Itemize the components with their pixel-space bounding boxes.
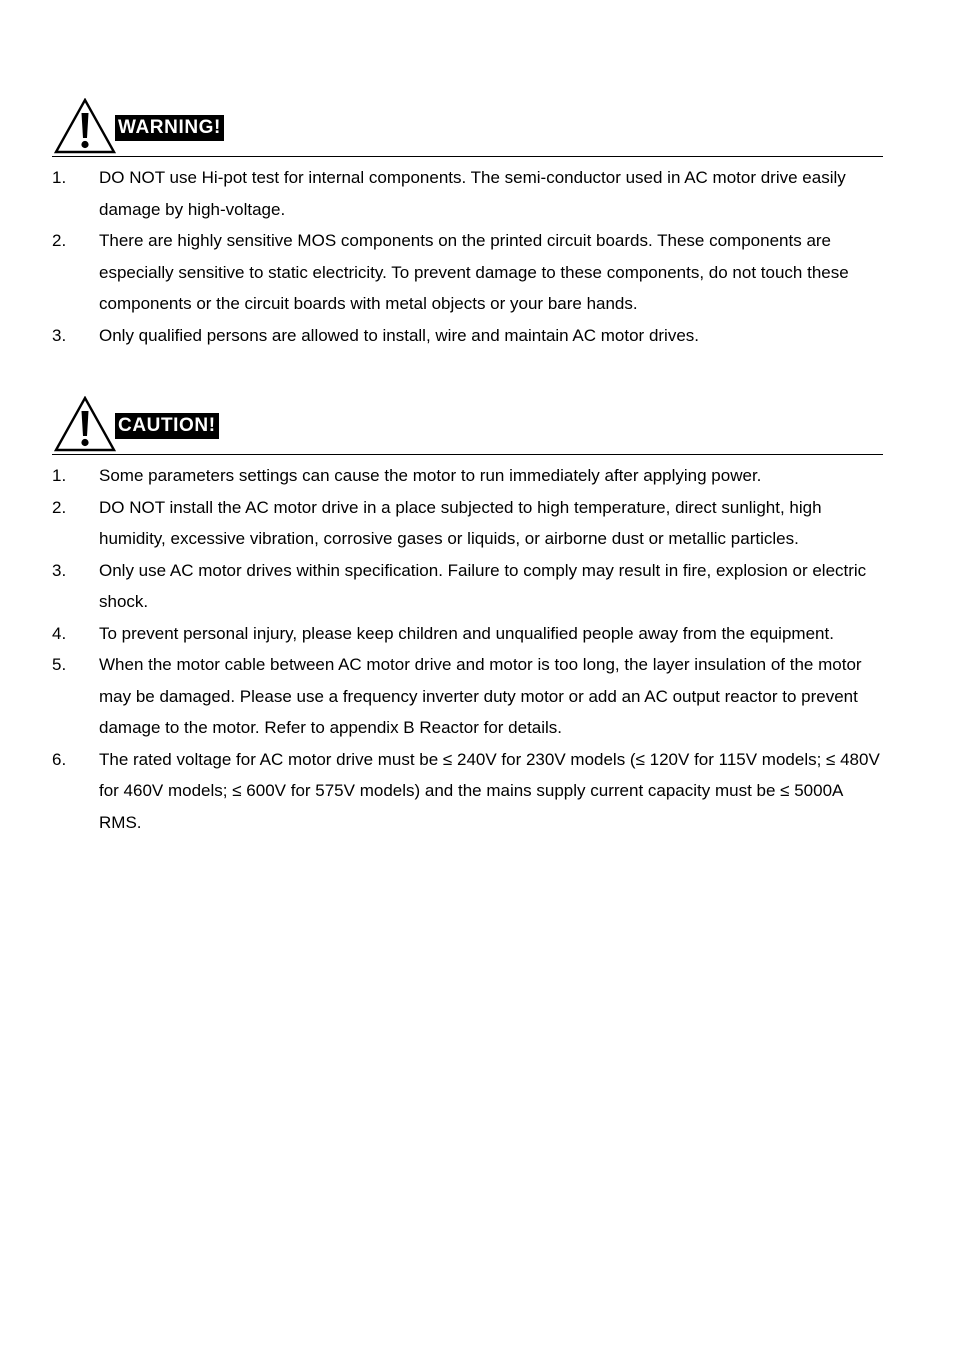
- item-text: DO NOT install the AC motor drive in a place subjected to high temperature, direct sunlight, high humidity, excessive vibration, corrosive gases or liquids, or airborne dust or metallic particles.: [99, 497, 822, 548]
- item-text: There are highly sensitive MOS components on the printed circuit boards. These components are especially sensitive to static electricity. To prevent damage to these components, do not touch these components or the circuit boards with metal objects or your bare hands.: [99, 231, 849, 313]
- item-text: When the motor cable between AC motor drive and motor is too long, the layer insulation of the motor may be damaged. Please use a frequency inverter duty motor or add an AC output reactor to prevent damage to the motor. Refer to appendix B Reactor for details.: [99, 655, 862, 737]
- item-number: 4.: [52, 623, 67, 643]
- item-number: 6.: [52, 749, 67, 769]
- warning-section: [52, 98, 883, 351]
- caution-section: [52, 396, 883, 838]
- item-number: 2.: [52, 497, 67, 517]
- list-item: [52, 492, 883, 555]
- item-number: 3.: [52, 560, 67, 580]
- list-item: [52, 744, 883, 839]
- list-item: [52, 555, 883, 618]
- warning-list: [52, 162, 883, 351]
- caution-label: CAUTION!: [115, 413, 219, 439]
- list-item: [52, 162, 883, 225]
- item-text: The rated voltage for AC motor drive must be ≤ 240V for 230V models (≤ 120V for 115V models; ≤ 480V for 460V models; ≤ 600V for 575V models) and the mains supply current capacity must be ≤ 5000A RMS.: [99, 749, 880, 832]
- list-item: [52, 618, 883, 650]
- warning-triangle-icon: [54, 98, 116, 156]
- warning-header: [52, 98, 883, 156]
- warning-triangle-icon: [54, 396, 116, 454]
- caution-list: [52, 460, 883, 838]
- item-number: 1.: [52, 466, 67, 485]
- item-number: 2.: [52, 231, 67, 250]
- list-item: [52, 649, 883, 744]
- warning-label: WARNING!: [115, 115, 224, 141]
- warning-divider: [52, 156, 883, 157]
- list-item: [52, 320, 883, 352]
- item-text: Some parameters settings can cause the motor to run immediately after applying power.: [99, 466, 762, 485]
- caution-header: [52, 396, 883, 454]
- item-text: Only qualified persons are allowed to install, wire and maintain AC motor drives.: [99, 325, 700, 345]
- list-item: [52, 460, 883, 492]
- item-text: DO NOT use Hi-pot test for internal components. The semi-conductor used in AC motor drive easily damage by high-voltage.: [99, 168, 846, 219]
- item-number: 1.: [52, 168, 67, 187]
- item-text: To prevent personal injury, please keep children and unqualified people away from the equipment.: [99, 623, 834, 643]
- item-number: 5.: [52, 655, 67, 674]
- caution-divider: [52, 454, 883, 455]
- list-item: [52, 225, 883, 320]
- item-number: 3.: [52, 325, 67, 345]
- item-text: Only use AC motor drives within specification. Failure to comply may result in fire, explosion or electric shock.: [99, 560, 867, 611]
